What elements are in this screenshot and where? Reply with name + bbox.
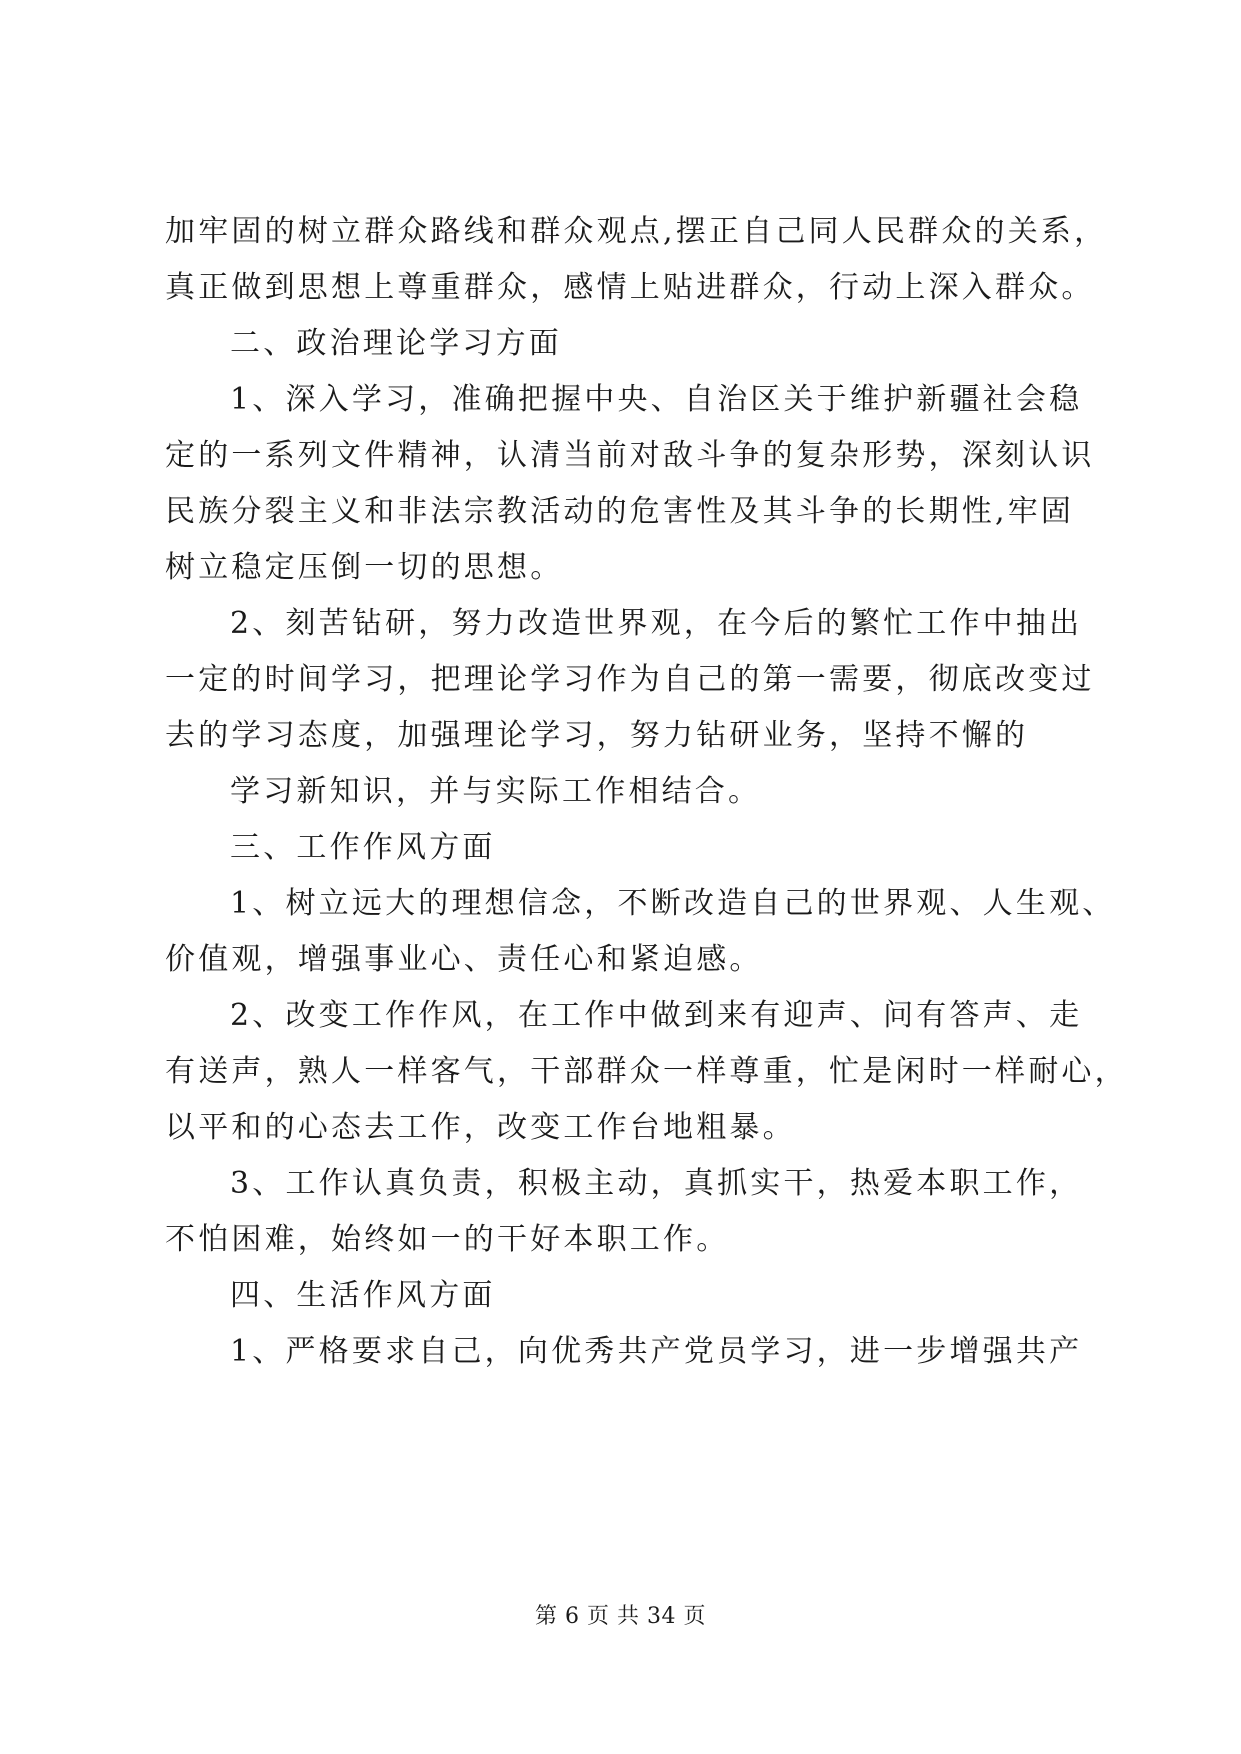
- body-text-line: 不怕困难，始终如一的干好本职工作。: [165, 1222, 730, 1257]
- body-text-line: 学习新知识，并与实际工作相结合。: [230, 774, 762, 809]
- page-footer: 第 6 页 共 34 页: [535, 1604, 706, 1629]
- paragraph-start-line: 1、严格要求自己，向优秀共产党员学习，进一步增强共产: [230, 1334, 1083, 1369]
- body-text-line: 一定的时间学习，把理论学习作为自己的第一需要，彻底改变过: [165, 662, 1095, 697]
- body-text-line: 定的一系列文件精神，认清当前对敌斗争的复杂形势，深刻认识: [165, 438, 1095, 473]
- body-text-line: 价值观，增强事业心、责任心和紧迫感。: [165, 942, 763, 977]
- body-text-line: 去的学习态度，加强理论学习，努力钻研业务，坚持不懈的: [165, 718, 1029, 753]
- paragraph-start-line: 2、改变工作作风，在工作中做到来有迎声、问有答声、走: [230, 998, 1083, 1033]
- body-text-line: 加牢固的树立群众路线和群众观点,摆正自己同人民群众的关系，: [165, 214, 1108, 249]
- body-text-line: 树立稳定压倒一切的思想。: [165, 550, 564, 585]
- section-heading: 三、工作作风方面: [230, 830, 496, 865]
- paragraph-start-line: 3、工作认真负责，积极主动，真抓实干，热爱本职工作，: [230, 1166, 1083, 1201]
- paragraph-start-line: 1、深入学习，准确把握中央、自治区关于维护新疆社会稳: [230, 382, 1083, 417]
- body-text-line: 以平和的心态去工作，改变工作台地粗暴。: [165, 1110, 796, 1145]
- section-heading: 二、政治理论学习方面: [230, 326, 562, 361]
- paragraph-start-line: 2、刻苦钻研，努力改造世界观，在今后的繁忙工作中抽出: [230, 606, 1083, 641]
- body-text-line: 民族分裂主义和非法宗教活动的危害性及其斗争的长期性,牢固: [165, 494, 1075, 529]
- paragraph-start-line: 1、树立远大的理想信念，不断改造自己的世界观、人生观、: [230, 886, 1116, 921]
- body-text-line: 有送声，熟人一样客气，干部群众一样尊重，忙是闲时一样耐心，: [165, 1054, 1128, 1089]
- body-text-line: 真正做到思想上尊重群众，感情上贴进群众，行动上深入群众。: [165, 270, 1095, 305]
- section-heading: 四、生活作风方面: [230, 1278, 496, 1313]
